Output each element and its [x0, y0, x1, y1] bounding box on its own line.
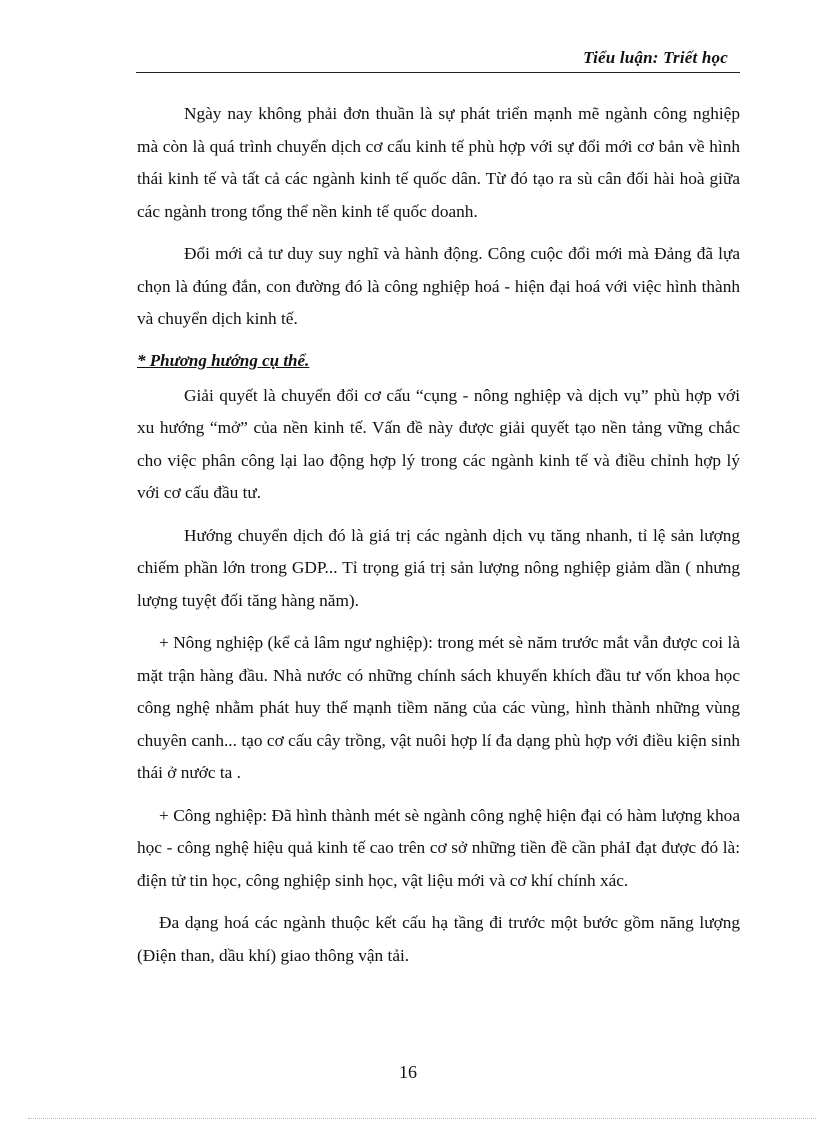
paragraph-2: Đổi mới cả tư duy suy nghĩ và hành động. Công cuộc đổi mới mà Đảng đã lựa chọn là đúng đắn, con đường đó là công nghiệp hoá - hiện đại hoá với việc hình thành và chuyển dịch kinh tế.	[137, 244, 740, 328]
paragraph-3: Giải quyết là chuyển đổi cơ cấu “cụng - nông nghiệp và dịch vụ” phù hợp với xu hướng “mở” của nền kinh tế. Vấn đề này được giải quyết tạo nền tảng vững chắc cho việc phân công lại lao động hợp lý trong các ngành kinh tế và điều chỉnh hợp lý với cơ cấu đầu tư.	[137, 385, 740, 502]
paragraph-1: Ngày nay không phải đơn thuần là sự phát triển mạnh mẽ ngành công nghiệp mà còn là quá trình chuyển dịch cơ cấu kinh tế phù hợp với sự đổi mới cơ bản về hình thái kinh tế và tất cả các ngành kinh tế quốc dân. Từ đó tạo ra sù cân đối hài hoà giữa các ngành trong tổng thể nền kinh tế quốc doanh.	[137, 104, 740, 221]
paragraph-4: Hướng chuyển dịch đó là giá trị các ngành dịch vụ tăng nhanh, tỉ lệ sản lượng chiếm phần lớn trong GDP... Tỉ trọng giá trị sản lượng nông nghiệp giảm dần ( nhưng lượng tuyệt đối tăng hàng năm).	[137, 525, 740, 610]
paragraph-industry: + Công nghiệp: Đã hình thành mét sè ngành công nghệ hiện đại có hàm lượng khoa học - công nghệ hiệu quả kinh tế cao trên cơ sở những tiền đề cần phảI đạt được đó là: điện tử tin học, công nghiệp sinh học, vật liệu mới và cơ khí chính xác.	[137, 805, 740, 890]
page-header	[136, 46, 740, 73]
paragraph-agriculture: + Nông nghiệp (kể cả lâm ngư nghiệp): trong mét sè năm trước mắt vẫn được coi là mặt trận hàng đầu. Nhà nước có những chính sách khuyến khích đầu tư vốn khoa học công nghệ nhằm phát huy thế mạnh tiềm năng của các vùng, hình thành những vùng chuyên canh... tạo cơ cấu cây trồng, vật nuôi hợp lí đa dạng phù hợp với điều kiện sinh thái ở nước ta .	[137, 633, 740, 782]
header-title: Tiểu luận: Triết học	[583, 48, 728, 67]
paragraph-infrastructure: Đa dạng hoá các ngành thuộc kết cấu hạ tầng đi trước một bước gồm năng lượng (Điện than, dầu khí) giao thông vận tải.	[137, 913, 740, 965]
page-number: 16	[399, 1062, 417, 1082]
section-heading: * Phương hướng cụ thể.	[137, 350, 310, 370]
footer-divider	[28, 1118, 816, 1119]
document-body	[137, 98, 740, 982]
